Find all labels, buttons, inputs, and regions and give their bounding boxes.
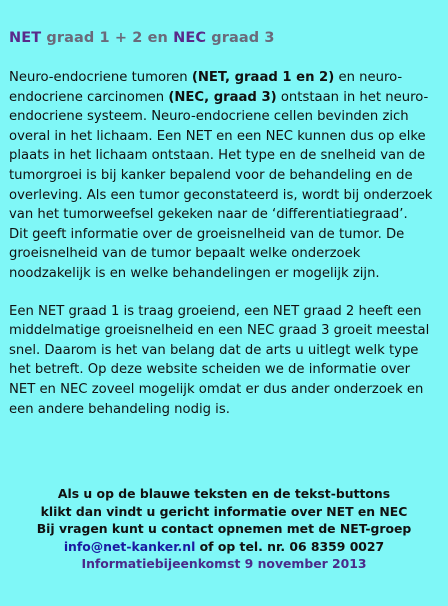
intro-text-3: ontstaan in het neuro-endocriene systeem. Neuro-endocriene cellen bevinden zich overal in het lichaam. Een NET en een NEC kunnen dus op elke plaats in het lichaam ontstaan. Het type en de snelheid van de tumorgroei is bij kanker bepalend voor de behandeling en de overleving. Als een tumor geconstateerd is, wordt bij onderzoek van het tumorweefsel gekeken naar de ‘differentiatiegraad’.	[9, 89, 433, 223]
event-link[interactable]: Informatiebijeenkomst 9 november 2013	[81, 556, 367, 572]
title-text-1: graad 1 + 2 en	[41, 30, 174, 46]
title-nec[interactable]: NEC	[173, 30, 207, 46]
intro-nec-grade: (NEC, graad 3)	[168, 89, 277, 105]
intro-text-4: Dit geeft informatie over de groeisnelheid van de tumor. De groeisnelheid van de tumor bepaalt welke onderzoek noodzakelijk is en welke behandelingen er mogelijk zijn.	[9, 226, 405, 281]
contact-footer	[0, 485, 448, 573]
intro-text-2: en neuro-endocriene carcinomen	[9, 70, 403, 105]
intro-net-grade: (NET, graad 1 en 2)	[191, 70, 335, 85]
footer-line-2: klikt dan vindt u gericht informatie over NET en NEC	[40, 503, 408, 519]
intro-paragraph	[9, 68, 440, 284]
title-net[interactable]: NET	[9, 30, 42, 46]
email-link[interactable]: info@net-kanker.nl	[63, 538, 196, 554]
footer-contact-line	[0, 538, 448, 556]
page-title	[9, 30, 440, 46]
footer-line-3: Bij vragen kunt u contact opnemen met de NET-groep	[36, 521, 412, 537]
footer-line-1: Als u op de blauwe teksten en de tekst-buttons	[57, 486, 391, 501]
grade-paragraph: Een NET graad 1 is traag groeiend, een NET graad 2 heeft een middelmatige groeisnelheid en een NEC graad 3 groeit meestal snel. Daarom is het van belang dat de arts u uitlegt welk type het betreft. Op deze website scheiden we de informatie over NET en NEC zoveel mogelijk omdat er dus ander onderzoek en een andere behandeling nodig is.	[9, 303, 430, 417]
phone-text: of op tel. nr. 06 8359 0027	[195, 538, 385, 554]
title-text-2: graad 3	[206, 30, 275, 46]
intro-text-1: Neuro-endocriene tumoren	[9, 70, 192, 85]
